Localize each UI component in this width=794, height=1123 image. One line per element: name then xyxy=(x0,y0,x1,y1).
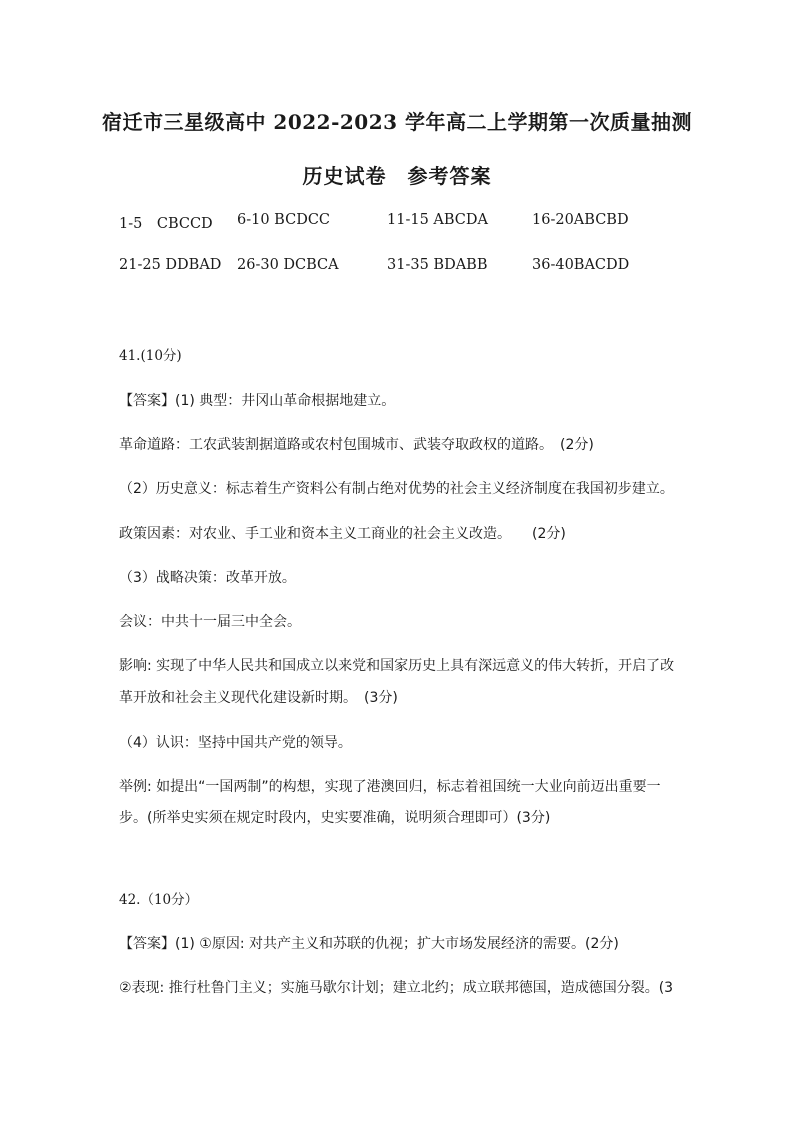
answer-line: 步。(所举史实须在规定时段内，史实要准确，说明须合理即可）(3分) xyxy=(119,810,551,826)
answer-row xyxy=(0,212,794,232)
document-title: 宿迁市三星级高中 2022-2023 学年高二上学期第一次质量抽测 xyxy=(101,110,693,134)
answer-group: 36-40BACDD xyxy=(532,257,630,273)
answer-line: 政策因素：对农业、手工业和资本主义工商业的社会主义改造。 (2分) xyxy=(119,526,566,542)
answer-group: 31-35 BDABB xyxy=(387,257,488,273)
answer-line: 革命道路：工农武装割据道路或农村包围城市、武装夺取政权的道路。 (2分) xyxy=(119,437,594,453)
answer-line: 举例: 如提出“一国两制”的构想，实现了港澳回归，标志着祖国统一大业向前迈出重要一 xyxy=(119,779,661,795)
answer-row xyxy=(0,257,794,277)
answer-line: 会议：中共十一届三中全会。 xyxy=(119,614,301,630)
answer-group: 21-25 DDBAD xyxy=(119,257,222,273)
answer-line: 革开放和社会主义现代化建设新时期。 (3分) xyxy=(119,690,398,706)
answer-group: 11-15 ABCDA xyxy=(387,212,488,228)
answer-line: 影响: 实现了中华人民共和国成立以来党和国家历史上具有深远意义的伟大转折，开启了改 xyxy=(119,658,675,674)
answer-line: （3）战略决策：改革开放。 xyxy=(119,570,296,586)
answer-line: （4）认识：坚持中国共产党的领导。 xyxy=(119,735,352,751)
answer-group: 1-5 CBCCD xyxy=(119,216,213,232)
document-subtitle: 历史试卷 参考答案 xyxy=(302,164,492,188)
question-heading: 41.(10分) xyxy=(119,348,182,364)
answer-line: 【答案】(1) ①原因: 对共产主义和苏联的仇视；扩大市场发展经济的需要。(2分) xyxy=(119,936,619,952)
answer-group: 6-10 BCDCC xyxy=(237,212,331,228)
answer-group: 16-20ABCBD xyxy=(532,212,629,228)
answer-group: 26-30 DCBCA xyxy=(237,257,339,273)
answer-line: （2）历史意义：标志着生产资料公有制占绝对优势的社会主义经济制度在我国初步建立。 xyxy=(119,481,674,497)
answer-line: 【答案】(1) 典型：井冈山革命根据地建立。 xyxy=(119,393,396,409)
answer-line: ②表现: 推行杜鲁门主义；实施马歇尔计划；建立北约；成立联邦德国，造成德国分裂。(3 xyxy=(119,980,674,996)
question-heading: 42.（10分） xyxy=(119,892,199,908)
